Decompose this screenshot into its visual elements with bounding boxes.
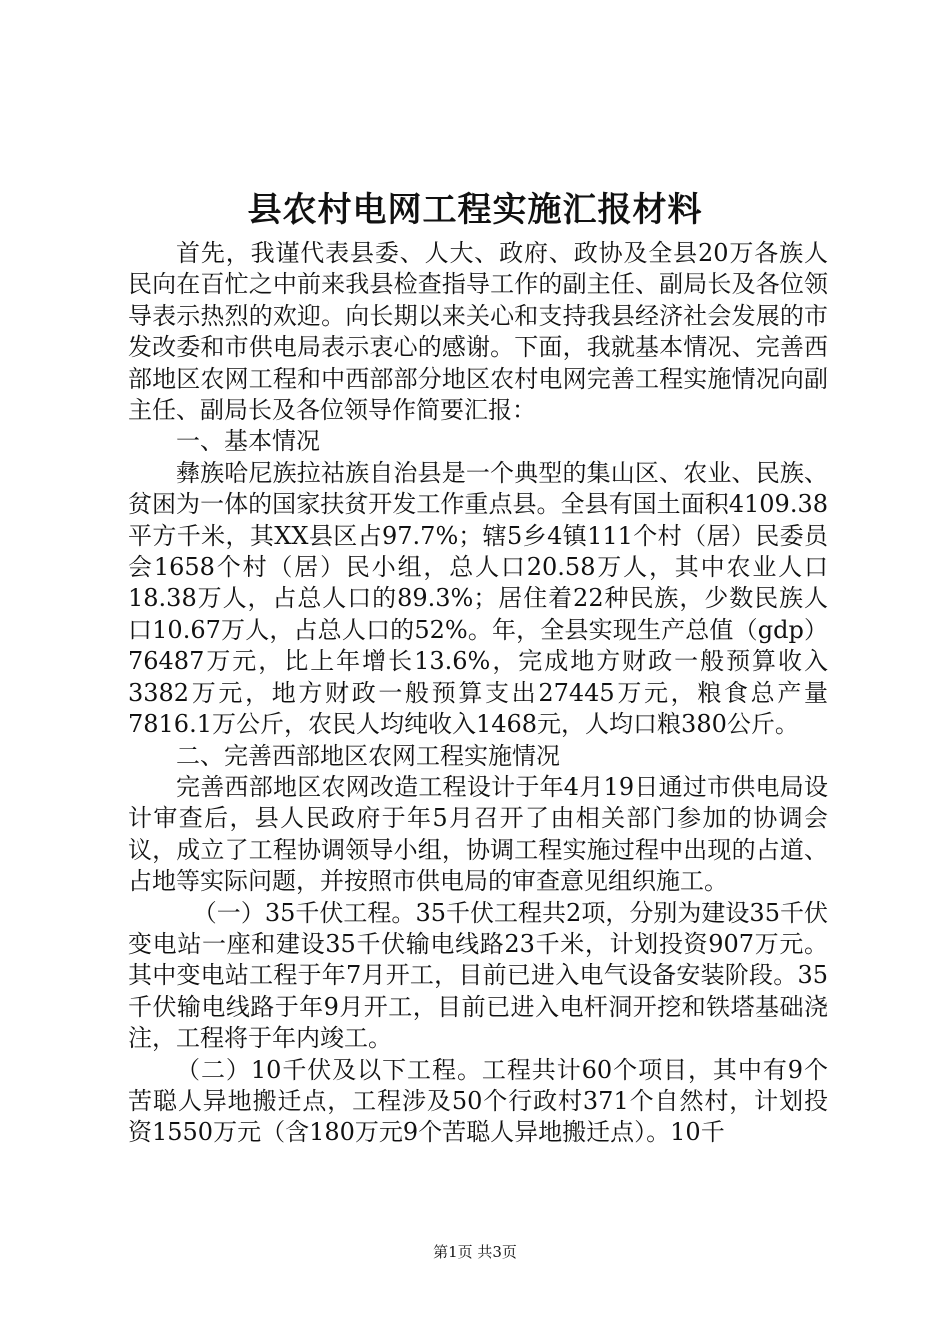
document-body — [128, 238, 828, 1149]
paragraph-rural-grid-project: 完善西部地区农网改造工程设计于年4月19日通过市供电局设计审查后，县人民政府于年5月召开了由相关部门参加的协调会议，成立了工程协调领导小组，协调工程实施过程中出现的占道、占地等实际问题，并按照市供电局的审查意见组织施工。 — [128, 772, 828, 896]
page-footer: 第1页 共3页 — [433, 1243, 517, 1261]
paragraph-intro: 首先，我谨代表县委、人大、政府、政协及全县20万各族人民向在百忙之中前来我县检查指导工作的副主任、副局长及各位领导表示热烈的欢迎。向长期以来关心和支持我县经济社会发展的市发改委和市供电局表示衷心的感谢。下面，我就基本情况、完善西部地区农网工程和中西部部分地区农村电网完善工程实施情况向副主任、副局长及各位领导作简要汇报： — [128, 239, 828, 425]
section-heading-basic-situation: 一、基本情况 — [176, 427, 320, 456]
paragraph-10kv-project: （二）10千伏及以下工程。工程共计60个项目，其中有9个苦聪人异地搬迁点，工程涉及50个行政村371个自然村，计划投资1550万元（含180万元9个苦聪人异地搬迁点）。10千 — [128, 1055, 828, 1147]
paragraph-basic-situation: 彝族哈尼族拉祜族自治县是一个典型的集山区、农业、民族、贫困为一体的国家扶贫开发工作重点县。全县有国土面积4109.38平方千米，其XX县区占97.7%；辖5乡4镇111个村（居）民委员会1658个村（居）民小组，总人口20.58万人，其中农业人口18.38万人，占总人口的89.3%；居住着22种民族，少数民族人口10.67万人，占总人口的52%。年，全县实现生产总值（gdp）76487万元，比上年增长13.6%，完成地方财政一般预算收入3382万元，地方财政一般预算支出27445万元，粮食总产量7816.1万公斤，农民人均纯收入1468元，人均口粮380公斤。 — [128, 458, 828, 739]
document-title: 县农村电网工程实施汇报材料 — [247, 190, 703, 230]
section-heading-rural-grid-project: 二、完善西部地区农网工程实施情况 — [176, 741, 560, 770]
paragraph-35kv-project: （一）35千伏工程。35千伏工程共2项，分别为建设35千伏变电站一座和建设35千伏输电线路23千米，计划投资907万元。其中变电站工程于年7月开工，目前已进入电气设备安装阶段。35千伏输电线路于年9月开工，目前已进入电杆洞开挖和铁塔基础浇注，工程将于年内竣工。 — [128, 898, 828, 1053]
